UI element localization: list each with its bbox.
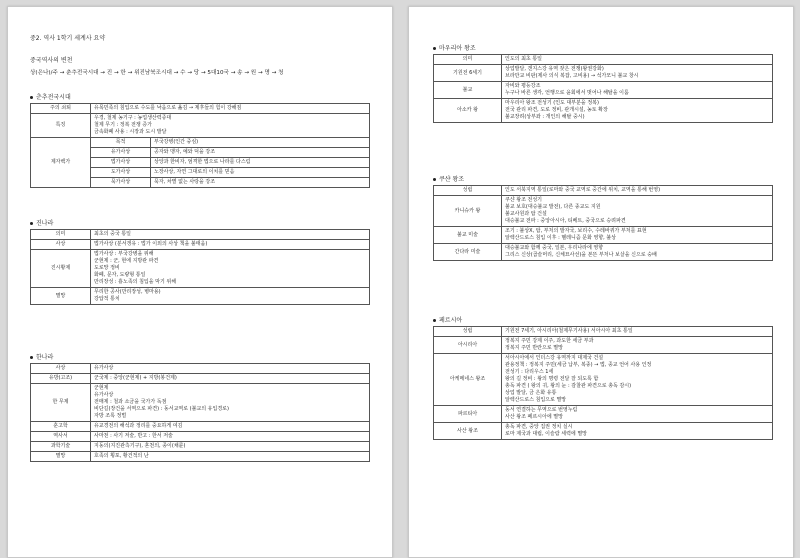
row-value	[502, 244, 773, 261]
bullet-icon	[30, 356, 33, 359]
list-item: 왕의 길 정비 : 왕의 명령 전달 잘 되도록 함	[505, 376, 599, 382]
row-value: 사마천 : 사기 저술, 반고 : 한서 저술	[91, 432, 370, 442]
han-table	[30, 363, 370, 462]
row-label: 아소카 왕	[434, 99, 502, 123]
list-item: 전국 관리 파견, 도로 정비, 관개시설, 농토 확장	[505, 107, 608, 113]
row-value: 묵자, 차별 없는 사랑을 강조	[151, 178, 370, 188]
bullet-icon	[30, 222, 33, 225]
row-value	[502, 99, 773, 123]
row-value: 부국강병(인간 중심)	[151, 138, 370, 148]
sub-label: 묵가사상	[91, 178, 151, 188]
list-item: 알렉산드로스 침입 이후 : 헬레니즘 문화 영향, 불상	[505, 235, 617, 241]
row-label: 아시리아	[434, 337, 502, 354]
row-value: 호족의 횡포, 황건적의 난	[91, 452, 370, 462]
row-value	[502, 82, 773, 99]
bullet-icon	[433, 178, 436, 181]
list-item: 대승불교와 함께 중국, 일본, 우리나라에 영향	[505, 245, 604, 251]
row-label: 불교 미술	[434, 227, 502, 244]
table-row	[434, 423, 773, 440]
row-label: 불교	[434, 82, 502, 99]
list-item: 철제 무기 : 정복 전쟁 증가	[94, 122, 152, 128]
row-label: 역사서	[31, 432, 91, 442]
section-title-persia	[433, 315, 462, 324]
row-label: 아케메네스 왕조	[434, 354, 502, 406]
row-value: 군국제 : 중앙(군현제) + 지방(봉건제)	[91, 374, 370, 384]
list-item: 상업 발달, 금 은화 유통	[505, 390, 557, 396]
list-item: 자방 조록 정벌	[94, 413, 127, 419]
table-row	[31, 250, 370, 288]
maurya-table	[433, 54, 773, 123]
persia-table	[433, 326, 773, 440]
list-item: 총독 파견 ( 왕의 귀, 왕의 눈 : 감찰관 파견으로 총독 감시)	[505, 383, 632, 389]
row-label: 사산 왕조	[434, 423, 502, 440]
row-label: 성립	[434, 186, 502, 196]
section-title-text: 쿠샨 왕조	[439, 176, 465, 183]
list-item: 금속화폐 사용 : 시장과 도시 발달	[94, 129, 167, 135]
row-value: 노장사상, 자연 그대로의 이치를 믿음	[151, 168, 370, 178]
row-value	[502, 337, 773, 354]
list-item: 정복지 주민 반란으로 멸망	[505, 345, 563, 351]
sub-label: 도가사상	[91, 168, 151, 178]
row-label: 훈고학	[31, 422, 91, 432]
list-item: 도로망 정비	[94, 265, 120, 271]
row-value	[502, 406, 773, 423]
row-value: 유교경전의 해석과 정리를 중요하게 여김	[91, 422, 370, 432]
row-value	[91, 250, 370, 288]
table-row	[434, 55, 773, 65]
list-item: 우경, 철제 농기구 : 농업생산력증대	[94, 115, 172, 121]
table-row	[31, 442, 370, 452]
list-item: 쿠샨 왕조 전성기	[505, 197, 542, 203]
row-value	[91, 384, 370, 422]
list-item: 비단길(장건을 서역으로 파견) : 동서교역로 (불교의 유입경로)	[94, 406, 229, 412]
table-row	[31, 240, 370, 250]
table-row	[434, 406, 773, 423]
list-item: 자비와 평등강조	[505, 83, 541, 89]
bullet-icon	[30, 96, 33, 99]
row-label: 카니슈카 왕	[434, 196, 502, 227]
list-item: 알렉산드로스 침입으로 멸망	[505, 397, 567, 403]
jin-table	[30, 229, 370, 305]
row-value: 공자와 맹자, 예와 덕을 강조	[151, 148, 370, 158]
row-value: 인도의 최초 통일	[502, 55, 773, 65]
section-title-kushan	[433, 174, 464, 183]
row-label: 한 무제	[31, 384, 91, 422]
table-row	[31, 114, 370, 138]
table-row	[434, 65, 773, 82]
section-title-text: 페르시아	[439, 317, 463, 324]
row-value	[91, 288, 370, 305]
section-title-maurya	[433, 43, 476, 52]
table-row	[31, 104, 370, 114]
row-label: 사상	[31, 240, 91, 250]
row-value	[502, 423, 773, 440]
list-item: 대승불교 전파 : 중앙아시아, 티베트, 중국으로 승려파견	[505, 218, 626, 224]
list-item: 만리장성 : 흉노족의 침입을 막기 위해	[94, 279, 177, 285]
chunchu-table	[30, 103, 370, 188]
row-value: 기원전 7세기, 아시리아(철제무기사용) 서아시아 최초 통일	[502, 327, 773, 337]
list-item: 사산 왕조 페르시아에 멸망	[505, 414, 563, 420]
sub-label: 유가사상	[91, 148, 151, 158]
list-item: 마우리아 왕조 전성기 (인도 대부분을 정복)	[505, 100, 599, 106]
row-label: 멸망	[31, 452, 91, 462]
row-value: 인도 서북지역 통일(로마와 중국 교역로 중간에 위치, 교역을 통해 번영)	[502, 186, 773, 196]
table-row	[434, 82, 773, 99]
row-value	[502, 65, 773, 82]
list-item: 로마 제국과 대립, 이슬람 세력에 멸망	[505, 431, 587, 437]
row-label: 파르티아	[434, 406, 502, 423]
list-item: 불교 보호(대승불교 발전), 다른 종교도 지원	[505, 204, 601, 210]
section-title-text: 진나라	[36, 220, 54, 227]
left-page	[7, 6, 393, 558]
sub-label: 목적	[91, 138, 151, 148]
table-row	[31, 432, 370, 442]
row-label: 제자백가	[31, 138, 91, 188]
list-item: 무리한 공사(만리장성, 병마용)	[94, 289, 161, 295]
section-title-text: 춘추전국시대	[36, 94, 71, 101]
row-label: 과학기술	[31, 442, 91, 452]
table-row	[434, 337, 773, 354]
list-item: 군현제 : 군, 현에 지방관 파견	[94, 258, 159, 264]
table-row	[31, 288, 370, 305]
list-item: 서아시아에서 인더스강 유역까지 대제국 건설	[505, 355, 604, 361]
list-item: 조기 : 불상X, 탑, 부처의 발자국, 보리수, 수레바퀴가 부처를 표현	[505, 228, 647, 234]
section-title-chunchu	[30, 92, 71, 101]
row-label: 멸망	[31, 288, 91, 305]
row-value	[91, 114, 370, 138]
row-value	[502, 354, 773, 406]
list-item: 브라만교 비판(제사 의식 복잡, 고비용) → 석가모니 불교 창시	[505, 73, 639, 79]
row-label: 진시황제	[31, 250, 91, 288]
list-item: 군현제	[94, 385, 109, 391]
table-row	[434, 327, 773, 337]
table-row	[31, 230, 370, 240]
row-label: 주의 쇠퇴	[31, 104, 91, 114]
row-value: 법가사상 (분서갱유 : 법가 이외의 사상 책을 불태움)	[91, 240, 370, 250]
section-title-text: 한나라	[36, 354, 54, 361]
table-row	[434, 196, 773, 227]
list-item: 총독 파견, 중앙 집권 정치 실시	[505, 424, 573, 430]
right-page	[408, 6, 794, 558]
row-label: 간다라 미술	[434, 244, 502, 261]
list-item: 동서 연결하는 무역으로 번영누림	[505, 407, 578, 413]
table-row	[31, 364, 370, 374]
section-title-jin	[30, 218, 53, 227]
row-value	[502, 227, 773, 244]
table-row	[31, 374, 370, 384]
section-title-text: 마우리아 왕조	[439, 45, 476, 52]
list-item: 유가사상	[94, 392, 114, 398]
row-label: 특징	[31, 114, 91, 138]
list-item: 법가사상 : 부국강병을 위해	[94, 251, 154, 257]
table-row	[31, 384, 370, 422]
bullet-icon	[433, 47, 436, 50]
list-item: 관용정책 : 정복지 주민(세금 납부, 복종) → 법, 종교 언어 사용 인정	[505, 362, 652, 368]
list-item: 그리스 신상(곱슬머리, 신체묘사선)을 본뜬 부처나 보살을 신으로 숭배	[505, 252, 657, 258]
row-label: 기원전 6세기	[434, 65, 502, 82]
row-value: 지동의(지진관측기구), 혼천의, 종이(채륜)	[91, 442, 370, 452]
row-label: 유방(고조)	[31, 374, 91, 384]
table-row	[434, 244, 773, 261]
list-item: 강압적 통치	[94, 296, 120, 302]
table-row	[434, 227, 773, 244]
list-item: 전매제 : 철과 소금을 국가가 독점	[94, 399, 167, 405]
table-row	[31, 138, 370, 148]
row-value	[502, 196, 773, 227]
row-value: 유가사상	[91, 364, 370, 374]
row-value: 최초의 중국 통일	[91, 230, 370, 240]
table-row	[434, 186, 773, 196]
list-item: 누구나 바른 생각, 언행으로 윤회에서 벗어나 해탈을 이룸	[505, 90, 629, 96]
row-label: 의미	[434, 55, 502, 65]
row-value: 유목민족의 침입으로 수도를 낙읍으로 옮김 → 제후들의 힘이 강해짐	[91, 104, 370, 114]
list-item: 상업발달, 갠지스강 유역 잦은 전쟁(왕권강화)	[505, 66, 604, 72]
row-label: 사상	[31, 364, 91, 374]
table-row	[31, 452, 370, 462]
table-row	[434, 99, 773, 123]
list-item: 화폐, 문자, 도량형 통일	[94, 272, 146, 278]
sub-label: 법가사상	[91, 158, 151, 168]
list-item: 전성기 : 다리우스 1세	[505, 369, 554, 375]
kushan-table	[433, 185, 773, 261]
list-item: 정복지 주민 강제 이주, 과도한 세금 부과	[505, 338, 594, 344]
row-label: 의미	[31, 230, 91, 240]
table-row	[31, 422, 370, 432]
list-item: 불교장려(상부좌 : 개인의 해탈 중시)	[505, 114, 585, 120]
table-row	[434, 354, 773, 406]
section-title-han	[30, 352, 53, 361]
dynasty-sequence: 상(은나)/주 → 춘추전국시대 → 진 → 한 → 위진남북조시대 → 수 → 당 → 5대10국 → 송 → 원 → 명 → 청	[30, 70, 284, 76]
row-label: 성립	[434, 327, 502, 337]
bullet-icon	[433, 319, 436, 322]
list-item: 불교사원과 탑 건설	[505, 211, 547, 217]
row-value: 상앙과 한비자, 엄격한 법으로 나라를 다스림	[151, 158, 370, 168]
document-title: 중2. 역사 1학기 세계사 요약	[30, 35, 106, 42]
intro-title: 중국역사의 변천	[30, 57, 73, 64]
